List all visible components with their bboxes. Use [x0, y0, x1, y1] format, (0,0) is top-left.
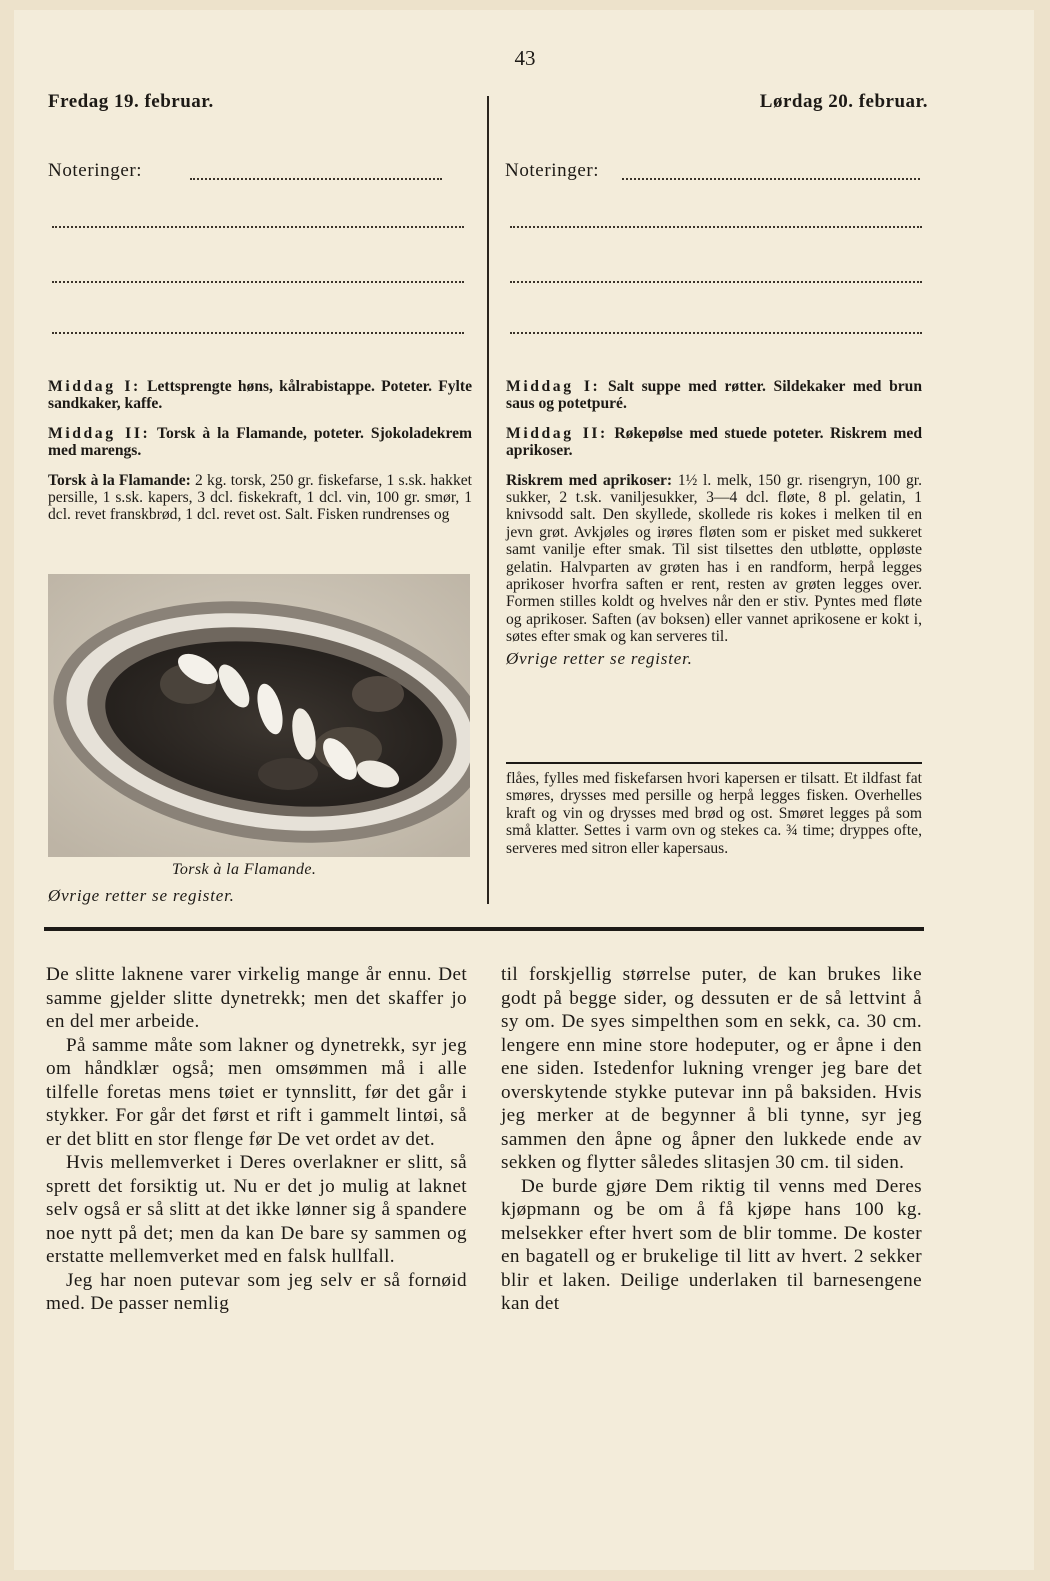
- left-notes-line-4: [52, 332, 464, 334]
- right-middag-1: Middag I: Salt suppe med røtter. Sildekaker med brun saus og potetpuré.: [506, 378, 923, 413]
- right-recipe-rule: [506, 762, 922, 764]
- right-day-heading: Lørdag 20. februar.: [759, 91, 928, 112]
- left-menu-column: [48, 378, 472, 536]
- right-recipe: Riskrem med aprikoser: 1½ l. melk, 150 gr. risengryn, 100 gr. sukker, 2 t.sk. vaniljesukker, 3—4 dcl. fløte, 8 pl. gelatin, 1 knivsodd salt. Den skyllede, skollede ris kokes i melken til en jevn grøt. Avkjøles og irøres fløten som er pisket med sukkeret samt vanilje efter smak. Til sist tilsettes den utbløtte, oppløste gelatin. Halvparten av grøten has i en randform, herpå legges aprikoser hvorfra saften er rent, resten av grøten legges over. Formen stilles koldt og hvelves når den er stiv. Pyntes med fløte og aprikoser. Saften (av boksen) eller vannet aprikosene er kokt i, søtes efter smak og kan serveres til.: [506, 471, 922, 646]
- article-paragraph: Jeg har noen putevar som jeg selv er så fornøid med. De passer nemlig: [46, 1269, 467, 1314]
- right-notes-line-1: [622, 178, 920, 180]
- left-notes-label: Noteringer:: [48, 160, 143, 181]
- left-day-heading: Fredag 19. februar.: [48, 91, 214, 112]
- article-paragraph: De burde gjøre Dem riktig til venns med Deres kjøpmann og be om å få kjøpe hans 100 kg. melsekker efter hvert som de blir tomme. De koster en bagatell og er brukelige til litt av hvert. 2 sekker blir et laken. Deilige underlaken til barnesengene kan det: [501, 1175, 922, 1314]
- right-continuation: [506, 770, 922, 869]
- left-middag-2: Middag II: Torsk à la Flamande, poteter. Sjokoladekrem med marengs.: [48, 424, 472, 460]
- right-notes-label: Noteringer:: [505, 160, 600, 181]
- photo-caption: Torsk à la Flamande.: [172, 861, 317, 878]
- left-notes-line-3: [52, 281, 464, 283]
- left-notes-line-1: [190, 178, 442, 180]
- right-notes-line-2: [510, 226, 922, 228]
- left-recipe: Torsk à la Flamande: 2 kg. torsk, 250 gr. fiskefarse, 1 s.sk. hakket persille, 1 s.sk. kapers, 3 dcl. fiskekraft, 1 dcl. vin, 100 gr. smør, 1 dcl. revet franskbrød, 1 dcl. revet ost. Salt. Fisken rundrenses og: [48, 471, 472, 524]
- article-paragraph: til forskjellig størrelse puter, de kan brukes like godt på begge sider, og dessuten er de så lettvint å sy om. De syes simpelthen som en sekk, ca. 30 cm. lengere enn mine store hodeputer, og er åpne i den ene siden. Istedenfor lukning vrenger jeg bare det overskytende stykke putevar inn på baksiden. Hvis jeg merker at de begynner å bli tynne, syr jeg sammen den åpne og åpner den lukkede ende av sekken og flytter således slitasjen 30 cm. til siden.: [501, 964, 922, 1173]
- right-register-note: Øvrige retter se register.: [506, 648, 693, 668]
- article-paragraph: De slitte laknene varer virkelig mange år ennu. Det samme gjelder slitte dynetrekk; men det skaffer jo en del mer arbeide.: [46, 964, 467, 1032]
- left-notes-line-2: [52, 226, 464, 228]
- left-middag-1: Middag I: Lettsprengte høns, kålrabistappe. Poteter. Fylte sandkaker, kaffe.: [48, 378, 472, 413]
- article-left-column: [46, 963, 467, 1316]
- section-separator: [44, 927, 924, 931]
- column-divider: [487, 96, 489, 904]
- right-notes-line-4: [510, 332, 922, 334]
- article-paragraph: Hvis mellemverket i Deres overlakner er slitt, så sprett det forsiktig ut. Nu er det jo mulig at laknet selv også er så slitt at det ikke lønner sig å spandere noe nytt på det; men da kan De bare sy sammen og erstatte mellemverket med en falsk hullfall.: [46, 1152, 467, 1267]
- left-register-note: Øvrige retter se register.: [48, 886, 235, 905]
- right-notes-line-3: [510, 281, 922, 283]
- right-middag-2: Middag II: Røkepølse med stuede poteter. Riskrem med aprikoser.: [506, 424, 922, 460]
- dish-photo: [48, 574, 470, 857]
- right-menu-column: [506, 378, 922, 667]
- article-paragraph: På samme måte som lakner og dynetrekk, syr jeg om håndklær også; men omsømmen må i alle tilfelle foretas mens tøiet er tynnslitt, før det går i stykker. For går det først et rift i gammelt lintøi, så er det blitt en stor flenge før De vet ordet av det.: [46, 1034, 467, 1150]
- page-number: 43: [514, 46, 536, 70]
- recipe-continuation-text: flåes, fylles med fiskefarsen hvori kapersen er tilsatt. Et ildfast fat smøres, drysses med persille og herpå legges fisken. Overhelles kraft og vin og drysses med brød og ost. Smøret legges på som små klatter. Settes i varm ovn og stekes ca. ¾ time; dryppes ofte, serveres med sitron eller kapersaus.: [506, 770, 922, 857]
- article-right-column: [501, 963, 922, 1316]
